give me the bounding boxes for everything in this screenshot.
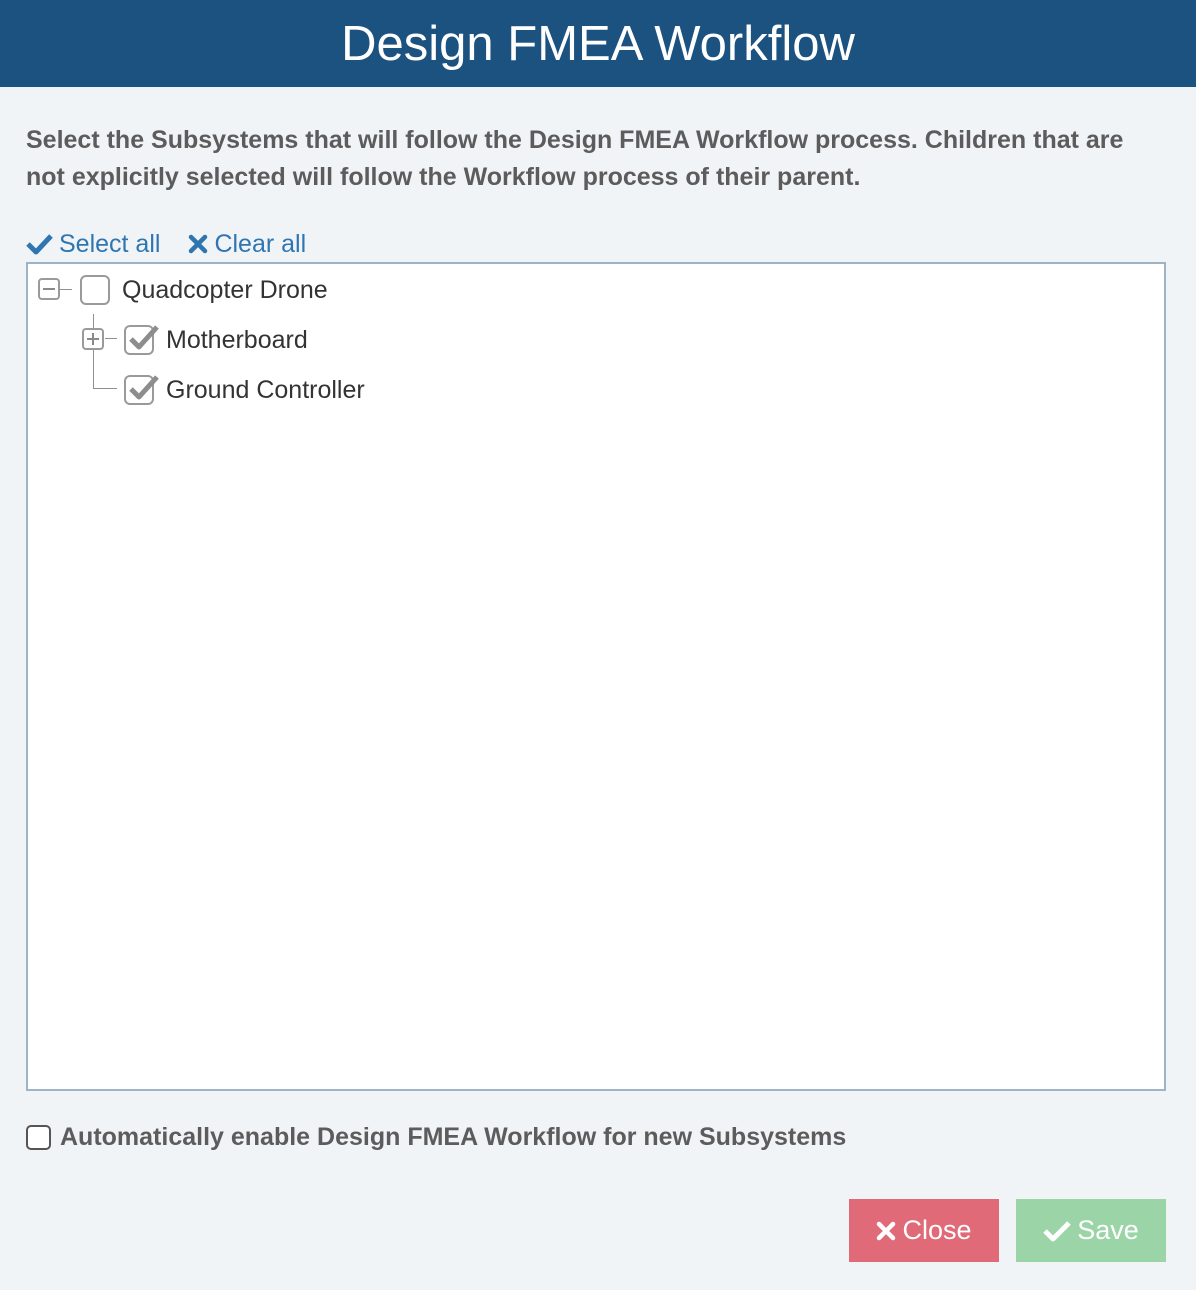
auto-enable-row[interactable] <box>26 1123 846 1152</box>
node-label: Quadcopter Drone <box>122 275 328 304</box>
node-label: Motherboard <box>166 325 308 354</box>
close-button[interactable] <box>849 1199 999 1262</box>
check-icon <box>126 323 160 353</box>
auto-enable-label[interactable]: Automatically enable Design FMEA Workflow for new Subsystems <box>60 1123 847 1151</box>
close-icon <box>188 234 208 254</box>
node-label: Ground Controller <box>166 375 365 404</box>
tree-node-quadcopter-drone[interactable] <box>80 270 328 310</box>
close-button-label: Close <box>902 1215 972 1245</box>
auto-enable-checkbox[interactable] <box>26 1125 51 1150</box>
subsystem-tree[interactable] <box>26 262 1166 1091</box>
dialog-description: Select the Subsystems that will follow the Design FMEA Workflow process. Children that are not explicitly selected will follow the Workflow process of their parent. <box>26 126 1124 191</box>
tree-node-motherboard[interactable] <box>124 320 308 360</box>
tree-connector <box>105 338 117 339</box>
dialog-title: Design FMEA Workflow <box>341 16 855 71</box>
save-button[interactable] <box>1016 1199 1166 1262</box>
clear-all-link[interactable] <box>188 230 306 259</box>
collapse-toggle-icon[interactable] <box>38 278 60 300</box>
dialog-header <box>0 0 1196 87</box>
check-icon <box>26 233 53 255</box>
clear-all-label: Clear all <box>214 229 307 258</box>
check-icon <box>1043 1220 1071 1242</box>
tree-node-ground-controller[interactable] <box>124 370 365 410</box>
node-checkbox-checked[interactable] <box>124 325 154 355</box>
select-all-label: Select all <box>59 229 161 258</box>
node-checkbox-checked[interactable] <box>124 375 154 405</box>
close-icon <box>876 1221 896 1241</box>
tree-connector <box>93 314 94 388</box>
tree-actions <box>26 227 334 261</box>
tree-connector <box>60 289 72 290</box>
check-icon <box>126 373 160 403</box>
tree-connector <box>93 388 117 389</box>
save-button-label: Save <box>1077 1215 1139 1245</box>
node-checkbox[interactable] <box>80 275 110 305</box>
select-all-link[interactable] <box>26 230 160 259</box>
expand-toggle-icon[interactable] <box>82 328 104 350</box>
